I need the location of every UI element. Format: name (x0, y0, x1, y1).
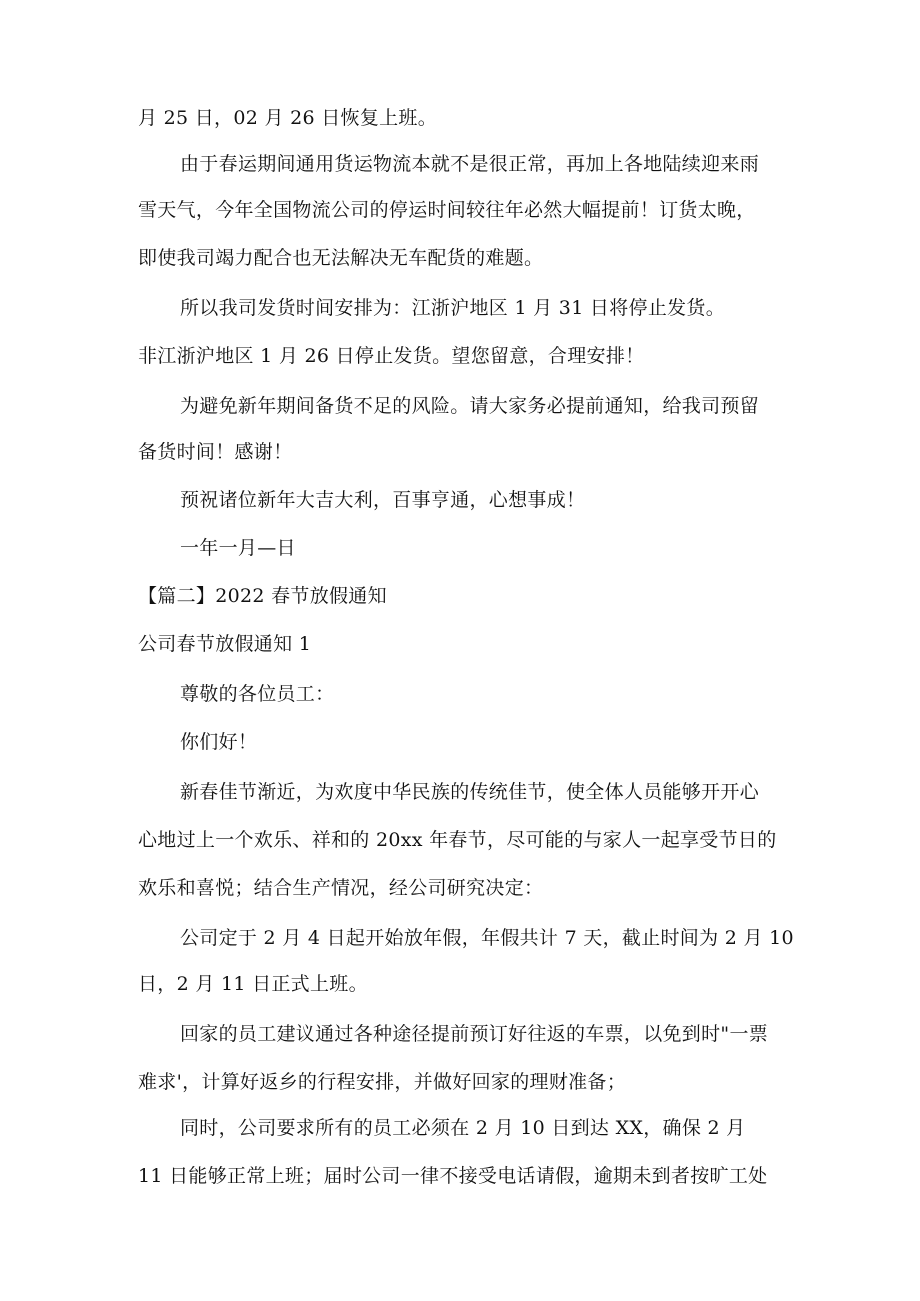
paragraph-line: 为避免新年期间备货不足的风险。请大家务必提前通知，给我司预留 (180, 395, 760, 417)
text-line: 日，2 月 11 日正式上班。 (138, 973, 368, 995)
notice-title: 公司春节放假通知 1 (138, 633, 312, 655)
paragraph-line: 所以我司发货时间安排为：江浙沪地区 1 月 31 日将停止发货。 (180, 297, 726, 319)
greeting: 你们好！ (180, 731, 258, 753)
salutation: 尊敬的各位员工： (180, 683, 335, 705)
text-line: 雪天气，今年全国物流公司的停运时间较往年必然大幅提前！订货太晚， (138, 199, 756, 221)
paragraph-line: 公司定于 2 月 4 日起开始放年假，年假共计 7 天，截止时间为 2 月 10 (180, 927, 794, 949)
text-line: 欢乐和喜悦；结合生产情况，经公司研究决定： (138, 877, 544, 899)
text-line: 11 日能够正常上班；届时公司一律不接受电话请假，逾期未到者按旷工处 (138, 1165, 768, 1187)
section-heading: 【篇二】2022 春节放假通知 (138, 585, 387, 607)
date-line: 一年一月—日 (180, 537, 296, 559)
text-line: 月 25 日，02 月 26 日恢复上班。 (138, 107, 438, 129)
paragraph-line: 由于春运期间通用货运物流本就不是很正常，再加上各地陆续迎来雨 (180, 153, 760, 175)
paragraph-line: 同时，公司要求所有的员工必须在 2 月 10 日到达 XX，确保 2 月 (180, 1117, 746, 1139)
paragraph-line: 新春佳节渐近，为欢度中华民族的传统佳节，使全体人员能够开开心 (180, 781, 760, 803)
text-line: 心地过上一个欢乐、祥和的 20xx 年春节，尽可能的与家人一起享受节日的 (138, 829, 777, 851)
paragraph-line: 预祝诸位新年大吉大利，百事亨通，心想事成！ (180, 489, 586, 511)
text-line: 备货时间！感谢！ (138, 441, 293, 463)
text-line: 即使我司竭力配合也无法解决无车配货的难题。 (138, 247, 544, 269)
text-line: 难求'，计算好返乡的行程安排，并做好回家的理财准备； (138, 1071, 627, 1093)
text-line: 非江浙沪地区 1 月 26 日停止发货。望您留意，合理安排！ (138, 345, 645, 367)
paragraph-line: 回家的员工建议通过各种途径提前预订好往返的车票，以免到时"一票 (180, 1023, 769, 1045)
